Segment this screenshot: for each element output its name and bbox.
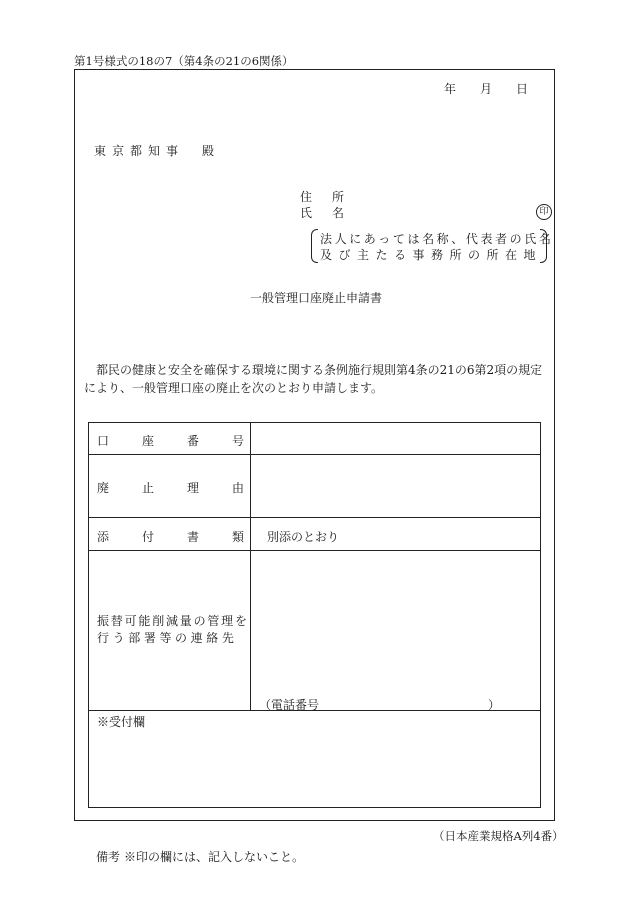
attachments-label: 添 付 書 類	[97, 530, 244, 544]
corporate-note-line1: 法人にあっては名称、代表者の氏名	[320, 232, 554, 246]
contact-label-line2: 行 う 部 署 等 の 連 絡 先	[97, 631, 234, 645]
address-label: 住所	[300, 190, 365, 204]
phone-number-close: ）	[488, 698, 501, 712]
remarks-text: ※印の欄には、記入しないこと。	[124, 850, 305, 864]
row-divider	[89, 550, 540, 551]
date-month: 月	[480, 82, 493, 96]
corporate-note-line2: 及び主たる事務所の所在地	[320, 248, 543, 262]
phone-number-label: （電話番号	[259, 698, 320, 712]
row-divider	[89, 454, 540, 455]
remarks-label: 備考	[96, 850, 121, 864]
addressee: 東京都知事 殿	[94, 144, 221, 158]
row-divider	[89, 517, 540, 518]
document-title: 一般管理口座廃止申請書	[250, 291, 383, 305]
paper-size-note: （日本産業規格A列4番）	[433, 829, 564, 843]
body-paragraph: 都民の健康と安全を確保する環境に関する条例施行規則第4条の21の6第2項の規定により、一般管理口座の廃止を次のとおり申請します。	[84, 363, 543, 395]
abolition-reason-label: 廃 止 理 由	[97, 481, 244, 495]
date-year: 年	[444, 82, 457, 96]
receipt-field-label: ※受付欄	[97, 715, 146, 729]
date-day: 日	[516, 82, 529, 96]
column-divider	[250, 423, 251, 710]
seal-mark: 印	[536, 204, 552, 220]
form-number-header: 第1号様式の18の7（第4条の21の6関係）	[74, 54, 294, 68]
date-line	[444, 80, 528, 97]
account-number-label: 口 座 番 号	[97, 434, 244, 448]
name-label: 氏名	[300, 206, 365, 220]
attachments-value: 別添のとおり	[267, 530, 340, 544]
contact-department-label	[97, 613, 247, 647]
application-table	[88, 422, 541, 808]
contact-label-line1: 振 替 可 能 削 減 量 の 管 理 を	[97, 614, 247, 628]
left-bracket	[311, 229, 318, 263]
corporate-note	[311, 229, 554, 263]
